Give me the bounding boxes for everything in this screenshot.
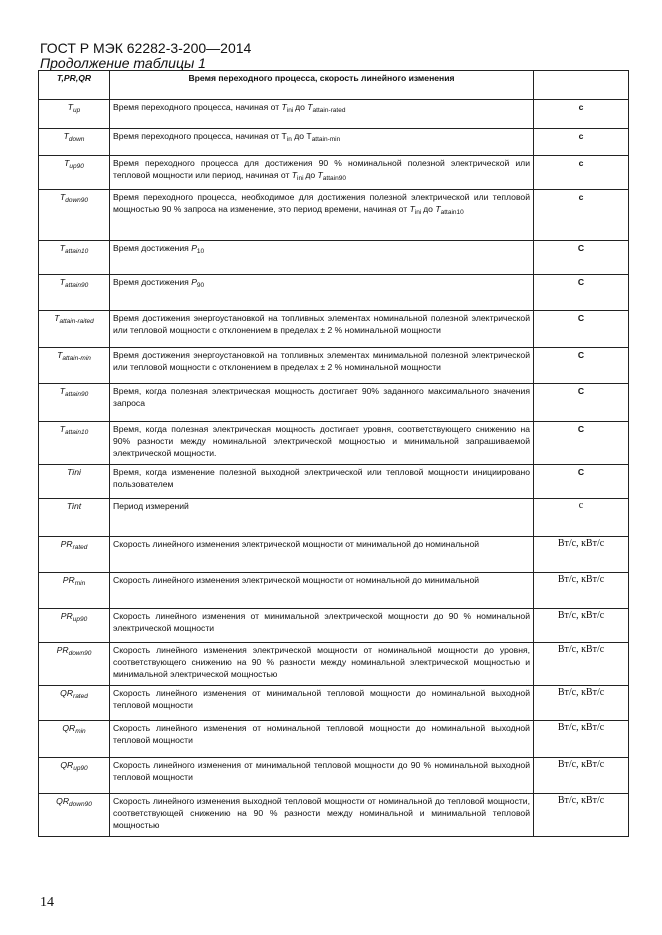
table-row [39, 758, 629, 794]
description-text: Время переходного процесса, начиная от [113, 102, 282, 112]
table-row [39, 100, 629, 129]
symbol-text: T [59, 386, 66, 396]
standard-number: ГОСТ Р МЭК 62282-3-200—2014 [40, 40, 252, 56]
description-text: Скорость линейного изменения электрической мощности от минимальной до номинальной [113, 539, 480, 549]
description-symbol: T [409, 204, 415, 214]
description-symbol: P [191, 243, 197, 253]
description-text: Скорость линейного изменения выходной тепловой мощности от номинальной до тепловой мощности, соответствующей снижению на 90 % разности между номинальной и минимальной тепловой мощностью [113, 796, 530, 830]
symbol-subscript: down [68, 136, 85, 143]
symbol-cell [39, 348, 110, 384]
table-row [39, 241, 629, 275]
symbol-text: T [63, 131, 69, 141]
symbol-text: T [57, 350, 63, 360]
description-text: Время достижения [113, 243, 192, 253]
table-row [39, 129, 629, 156]
description-subscript: attain90 [322, 175, 346, 182]
description-subscript: 10 [196, 248, 205, 255]
symbol-cell [39, 241, 110, 275]
symbol-text: Tint [66, 501, 82, 511]
table-header-row [39, 71, 629, 100]
description-cell [110, 465, 534, 499]
table-row [39, 686, 629, 721]
table-row [39, 794, 629, 837]
symbol-cell [39, 686, 110, 721]
table-row [39, 465, 629, 499]
description-text: Скорость линейного изменения от минимальной тепловой мощности до номинальной выходной тепловой мощности [113, 688, 530, 710]
unit-cell: С [534, 275, 629, 311]
description-subscript: ini [297, 175, 306, 182]
symbol-cell [39, 100, 110, 129]
table-continuation-caption: Продолжение таблицы 1 [40, 55, 206, 71]
symbol-text: PR [60, 539, 73, 549]
description-text: до T [291, 131, 312, 141]
symbol-subscript: up90 [69, 163, 84, 170]
description-text: Время переходного процесса, необходимое для достижения полезной электрической или тепловой мощностью 90 % запроса на изменение, это период времени, начиная от [113, 192, 530, 214]
description-cell [110, 758, 534, 794]
table-row [39, 384, 629, 422]
symbol-subscript: up90 [72, 616, 88, 623]
symbol-cell [39, 156, 110, 190]
symbol-cell [39, 190, 110, 241]
symbol-subscript: attain10 [65, 248, 89, 255]
table-row [39, 311, 629, 348]
symbol-subscript: rated [73, 693, 88, 700]
unit-cell: Вт/с, кВт/с [534, 609, 629, 643]
description-cell [110, 129, 534, 156]
description-text: Время достижения энергоустановкой на топливных элементах номинальной полезной электрической или тепловой мощности с отклонением в пределах ± 2 % номинальной мощности [113, 313, 530, 335]
symbol-text: QR [60, 760, 74, 770]
symbol-subscript: down90 [65, 197, 89, 204]
description-cell [110, 422, 534, 465]
table-row [39, 609, 629, 643]
symbol-column-header: T,PR,QR [39, 71, 110, 100]
unit-cell: Вт/с, кВт/с [534, 537, 629, 573]
description-text: Время достижения [113, 277, 192, 287]
symbol-cell [39, 129, 110, 156]
unit-cell: Вт/с, кВт/с [534, 573, 629, 609]
description-subscript: attain10 [440, 209, 464, 216]
symbol-cell [39, 422, 110, 465]
table-row [39, 643, 629, 686]
description-subscript: ini [414, 209, 424, 216]
unit-cell: Вт/с, кВт/с [534, 794, 629, 837]
description-text: до [295, 102, 308, 112]
unit-cell: с [534, 100, 629, 129]
description-cell [110, 348, 534, 384]
description-text: Скорость линейного изменения электрической мощности от номинальной мощности до уровня, соответствующего снижению на 90 % разности между номинальной электрической мощностью и минимальной электрической мощностью [113, 645, 530, 679]
symbol-text: QR [56, 796, 70, 806]
unit-cell: С [534, 311, 629, 348]
description-subscript: attain-min [311, 136, 341, 143]
symbol-cell [39, 384, 110, 422]
description-cell [110, 241, 534, 275]
symbol-text: T [64, 158, 70, 168]
description-text: Время достижения энергоустановкой на топливных элементах минимальной полезной электрической или тепловой мощности с отклонением в пределах ± 2 % номинальной мощности [113, 350, 530, 372]
unit-cell: Вт/с, кВт/с [534, 686, 629, 721]
symbol-subscript: attain10 [65, 429, 89, 436]
unit-cell: С [534, 384, 629, 422]
description-text: Скорость линейного изменения от номинальной тепловой мощности до номинальной выходной тепловой мощности [113, 723, 530, 745]
unit-cell: с [534, 156, 629, 190]
description-symbol: T [317, 170, 323, 180]
symbol-text: T [59, 277, 66, 287]
table-row [39, 156, 629, 190]
symbol-cell [39, 609, 110, 643]
symbol-text: T [59, 192, 66, 202]
description-subscript: in [286, 136, 292, 143]
description-text: Скорость линейного изменения от минимальной электрической мощности до 90 % номинальной электрической мощности [113, 611, 530, 633]
description-text: Период измерений [113, 501, 189, 511]
description-text: до [423, 204, 436, 214]
description-symbol: T [435, 204, 441, 214]
symbol-subscript: attain-min [62, 355, 91, 362]
table-row [39, 537, 629, 573]
table-row [39, 190, 629, 241]
description-cell [110, 499, 534, 537]
description-cell [110, 100, 534, 129]
unit-cell: С [534, 465, 629, 499]
symbol-text: T [54, 313, 60, 323]
symbol-cell [39, 275, 110, 311]
description-symbol: T [291, 170, 298, 180]
description-text: Время, когда полезная электрическая мощность достигает уровня, соответствующего снижению на 90% разности между номинальной электрической мощностью и минимальной запрашиваемой электрической мощности. [113, 424, 530, 458]
description-cell [110, 794, 534, 837]
description-subscript: attain-rated [312, 107, 346, 114]
symbol-cell [39, 311, 110, 348]
unit-cell: с [534, 499, 629, 537]
unit-cell: С [534, 348, 629, 384]
description-cell [110, 643, 534, 686]
symbol-subscript: down90 [69, 801, 92, 808]
description-symbol: T [307, 102, 313, 112]
description-text: Время переходного процесса для достижения 90 % номинальной полезной электрической или тепловой мощности или период, начиная от [113, 158, 530, 180]
description-text: Скорость линейного изменения от минимальной тепловой мощности до 90 % номинальной выходной тепловой мощности [113, 760, 530, 782]
table-row [39, 573, 629, 609]
symbol-text: T [59, 243, 66, 253]
symbol-subscript: up90 [73, 765, 88, 772]
description-cell [110, 537, 534, 573]
description-cell [110, 384, 534, 422]
symbol-subscript: attain90 [65, 282, 89, 289]
description-text: Время, когда изменение полезной выходной электрической или тепловой мощности инициировано пользователем [113, 467, 530, 489]
description-cell [110, 609, 534, 643]
symbol-text: PR [62, 575, 75, 585]
symbol-text: PR [60, 611, 73, 621]
symbol-subscript: min [74, 580, 86, 587]
symbol-subscript: up [73, 107, 81, 114]
symbol-subscript: attain90 [65, 391, 89, 398]
table-row [39, 499, 629, 537]
table-row [39, 348, 629, 384]
description-text: Время переходного процесса, начиная от T [113, 131, 287, 141]
symbol-cell [39, 643, 110, 686]
symbol-cell [39, 721, 110, 758]
symbol-cell [39, 794, 110, 837]
description-subscript: 90 [196, 282, 205, 289]
description-symbol: T [281, 102, 287, 112]
unit-cell: С [534, 422, 629, 465]
symbol-text: Tini [67, 467, 81, 477]
symbol-cell [39, 465, 110, 499]
description-cell [110, 275, 534, 311]
description-symbol: P [191, 277, 197, 287]
symbol-cell [39, 758, 110, 794]
description-text: Время, когда полезная электрическая мощность достигает 90% заданного максимального значения запроса [113, 386, 530, 408]
description-subscript: ini [286, 107, 296, 114]
description-cell [110, 686, 534, 721]
unit-cell: Вт/с, кВт/с [534, 758, 629, 794]
description-cell [110, 311, 534, 348]
symbol-subscript: rated [72, 544, 88, 551]
description-cell [110, 721, 534, 758]
symbol-subscript: attain-raited [59, 318, 94, 325]
symbol-subscript: down90 [68, 650, 92, 657]
description-cell [110, 573, 534, 609]
description-cell [110, 190, 534, 241]
description-text: Скорость линейного изменения электрической мощности от номинальной до минимальной [113, 575, 480, 585]
unit-cell: С [534, 241, 629, 275]
symbol-text: T [67, 102, 73, 112]
symbol-text: T [59, 424, 66, 434]
unit-cell: с [534, 129, 629, 156]
table-body [39, 100, 629, 837]
unit-cell: Вт/с, кВт/с [534, 643, 629, 686]
description-cell [110, 156, 534, 190]
description-text: до [305, 170, 318, 180]
unit-column-header [534, 71, 629, 100]
symbol-cell [39, 573, 110, 609]
symbol-subscript: min [75, 728, 86, 735]
description-column-header: Время переходного процесса, скорость линейного изменения [110, 71, 534, 100]
symbol-cell [39, 499, 110, 537]
symbol-text: PR [56, 645, 69, 655]
table-row [39, 422, 629, 465]
table-row [39, 275, 629, 311]
page-number: 14 [40, 895, 54, 910]
symbol-text: QR [62, 723, 76, 733]
symbol-text: QR [60, 688, 74, 698]
unit-cell: с [534, 190, 629, 241]
parameters-table [38, 70, 629, 837]
symbol-cell [39, 537, 110, 573]
table-row [39, 721, 629, 758]
unit-cell: Вт/с, кВт/с [534, 721, 629, 758]
